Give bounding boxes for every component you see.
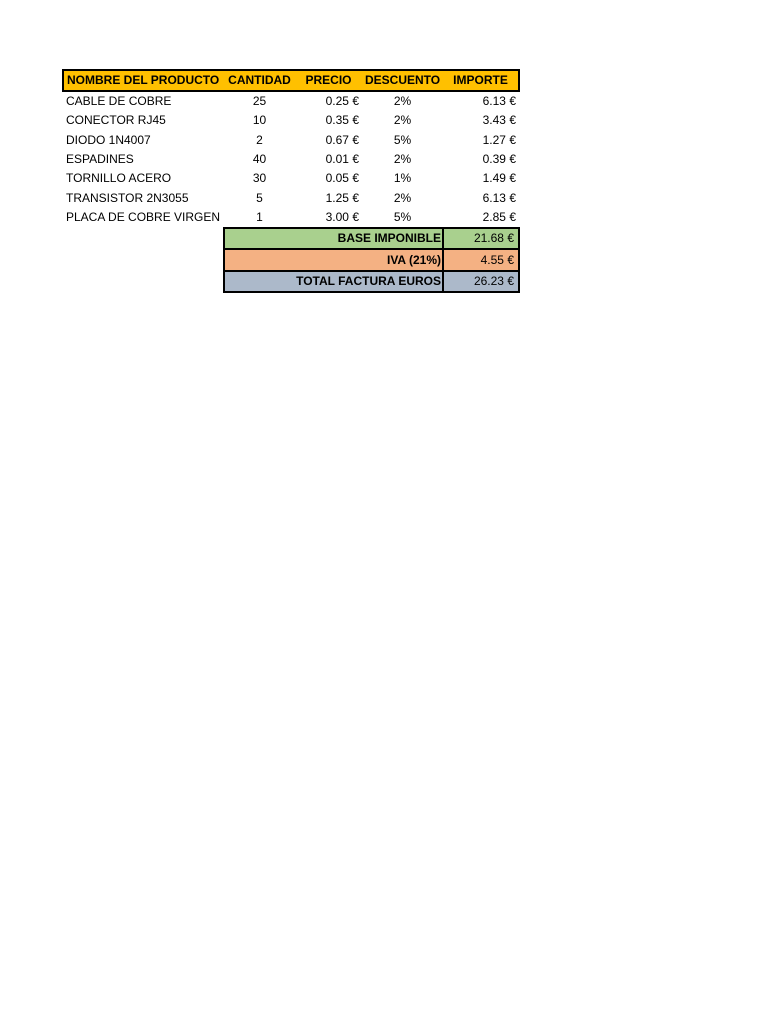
table-row — [63, 131, 519, 150]
product-name-cell[interactable]: ESPADINES — [66, 152, 134, 167]
total-value[interactable]: 26.23 € — [443, 271, 519, 292]
price-cell[interactable]: 3.00 € — [325, 209, 359, 224]
empty-cell — [63, 228, 224, 249]
table-row — [63, 150, 519, 169]
product-name-cell[interactable]: CONECTOR RJ45 — [66, 113, 166, 128]
product-name-cell[interactable]: CABLE DE COBRE — [66, 94, 172, 109]
quantity-cell[interactable]: 30 — [252, 171, 267, 186]
product-name-cell[interactable]: TORNILLO ACERO — [66, 171, 172, 186]
amount-cell[interactable]: 0.39 € — [482, 152, 516, 167]
table-row — [63, 208, 519, 228]
amount-cell[interactable]: 3.43 € — [482, 113, 516, 128]
header-quantity[interactable]: CANTIDAD — [224, 70, 295, 91]
table-row — [63, 91, 519, 111]
invoice-sheet — [62, 69, 518, 293]
discount-cell[interactable]: 1% — [393, 171, 412, 186]
amount-cell[interactable]: 1.49 € — [482, 171, 516, 186]
discount-cell[interactable]: 2% — [393, 190, 412, 205]
discount-cell[interactable]: 2% — [393, 113, 412, 128]
header-price[interactable]: PRECIO — [295, 70, 362, 91]
price-cell[interactable]: 0.25 € — [325, 94, 359, 109]
table-row — [63, 111, 519, 130]
discount-cell[interactable]: 2% — [393, 94, 412, 109]
price-cell[interactable]: 0.01 € — [325, 152, 359, 167]
product-name-cell[interactable]: DIODO 1N4007 — [66, 132, 151, 147]
table-row — [63, 188, 519, 207]
price-cell[interactable]: 0.35 € — [325, 113, 359, 128]
iva-label[interactable]: IVA (21%) — [224, 249, 443, 270]
amount-cell[interactable]: 6.13 € — [482, 94, 516, 109]
base-imponible-value[interactable]: 21.68 € — [443, 228, 519, 249]
quantity-cell[interactable]: 2 — [256, 132, 263, 147]
table-row — [63, 169, 519, 188]
iva-row — [63, 249, 519, 270]
price-cell[interactable]: 1.25 € — [325, 190, 359, 205]
header-discount[interactable]: DESCUENTO — [362, 70, 443, 91]
header-row — [63, 70, 519, 91]
discount-cell[interactable]: 5% — [393, 209, 412, 224]
header-product-name[interactable]: NOMBRE DEL PRODUCTO — [63, 70, 224, 91]
base-imponible-label[interactable]: BASE IMPONIBLE — [224, 228, 443, 249]
product-name-cell[interactable]: PLACA DE COBRE VIRGEN — [66, 210, 221, 225]
discount-cell[interactable]: 2% — [393, 152, 412, 167]
quantity-cell[interactable]: 10 — [252, 113, 267, 128]
empty-cell — [63, 271, 224, 292]
amount-cell[interactable]: 1.27 € — [482, 132, 516, 147]
base-imponible-row — [63, 228, 519, 249]
empty-cell — [63, 249, 224, 270]
product-name-cell[interactable]: TRANSISTOR 2N3055 — [66, 190, 189, 205]
total-row — [63, 271, 519, 292]
price-cell[interactable]: 0.67 € — [325, 132, 359, 147]
discount-cell[interactable]: 5% — [393, 132, 412, 147]
invoice-table — [62, 69, 520, 293]
price-cell[interactable]: 0.05 € — [325, 171, 359, 186]
quantity-cell[interactable]: 5 — [256, 190, 263, 205]
amount-cell[interactable]: 2.85 € — [482, 209, 516, 224]
iva-value[interactable]: 4.55 € — [443, 249, 519, 270]
quantity-cell[interactable]: 40 — [252, 152, 267, 167]
total-label[interactable]: TOTAL FACTURA EUROS — [224, 271, 443, 292]
quantity-cell[interactable]: 1 — [256, 209, 263, 224]
header-amount[interactable]: IMPORTE — [443, 70, 519, 91]
amount-cell[interactable]: 6.13 € — [482, 190, 516, 205]
quantity-cell[interactable]: 25 — [252, 94, 267, 109]
